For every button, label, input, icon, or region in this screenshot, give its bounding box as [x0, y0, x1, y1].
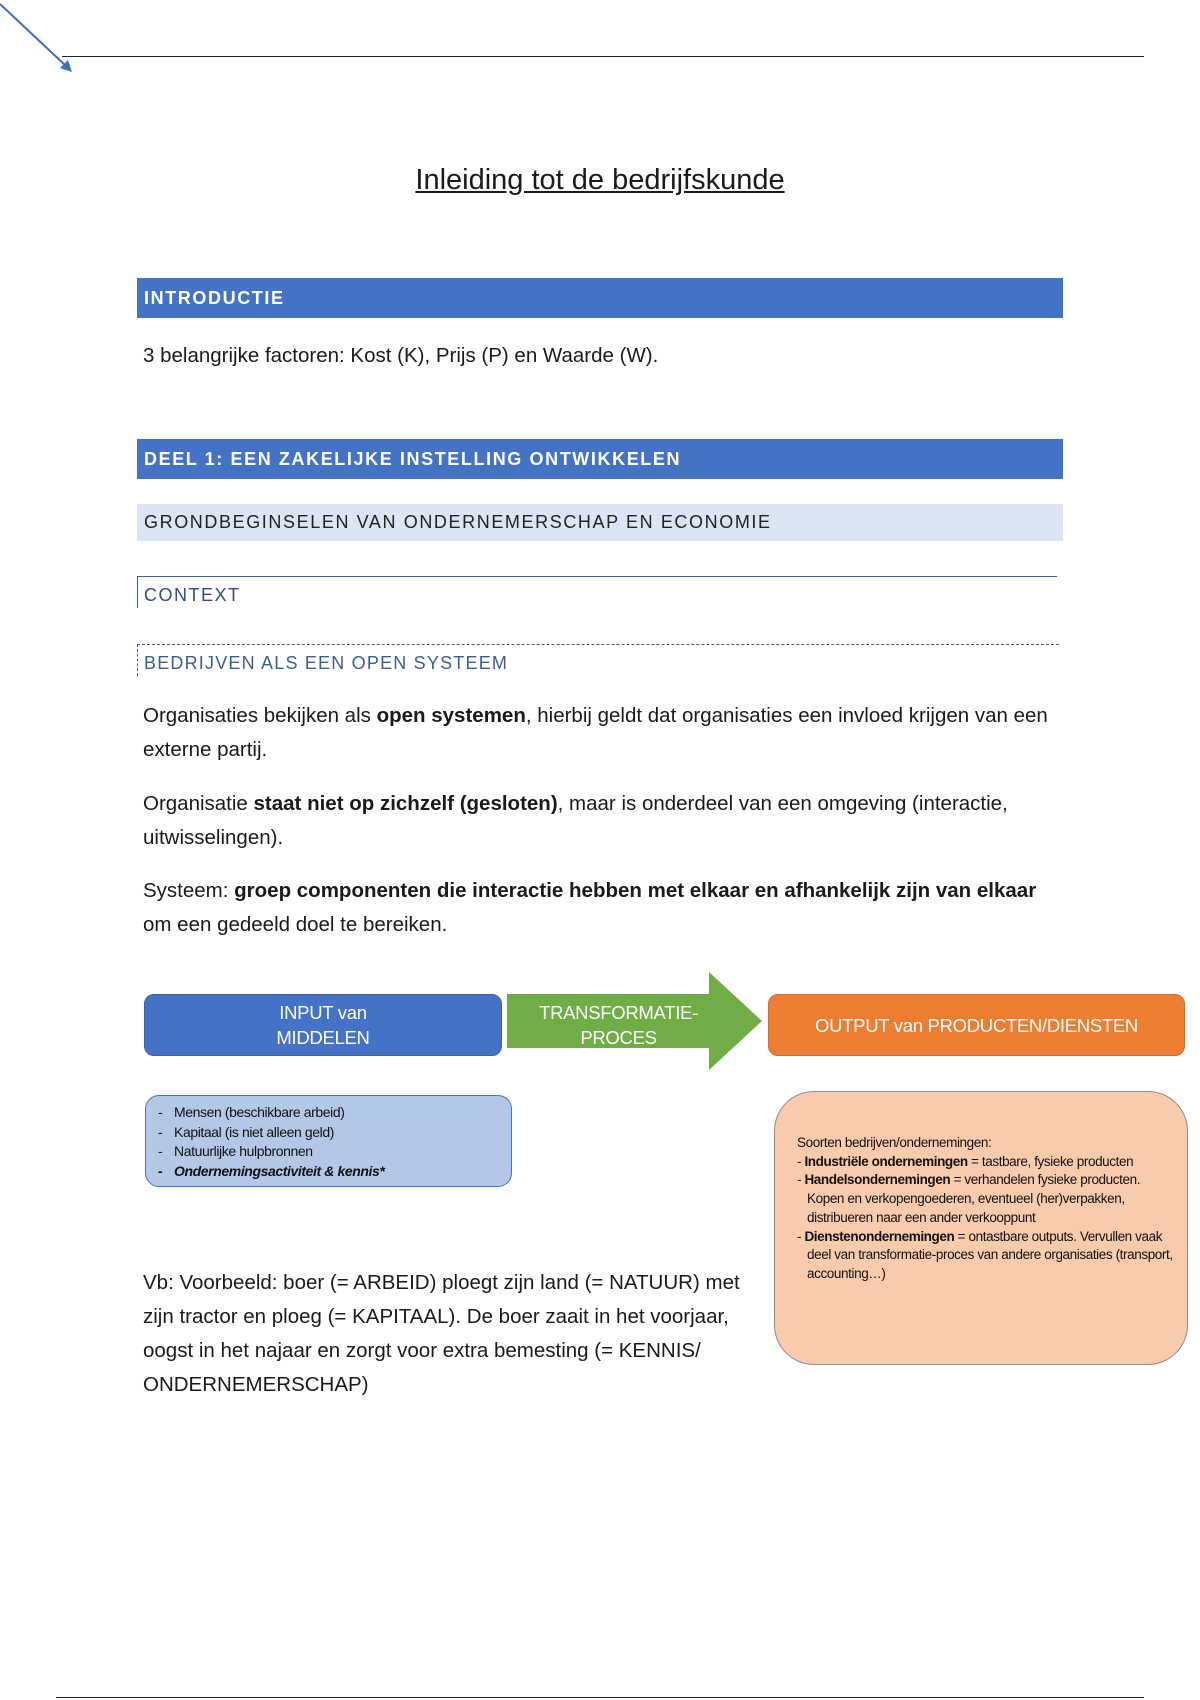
list-item: - Mensen (beschikbare arbeid) — [158, 1103, 501, 1123]
intro-text: 3 belangrijke factoren: Kost (K), Prijs (P) en Waarde (W). — [143, 344, 659, 367]
heading-deel-1: DEEL 1: EEN ZAKELIJKE INSTELLING ONTWIKKELEN — [137, 439, 1063, 479]
soorten-bedrijven-box — [774, 1091, 1188, 1365]
header-rule — [62, 56, 1144, 57]
input-box: INPUT van MIDDELEN — [144, 994, 502, 1056]
list-item: - Natuurlijke hulpbronnen — [158, 1142, 501, 1162]
heading-introductie: INTRODUCTIE — [137, 278, 1063, 318]
list-item: - Industriële ondernemingen = tastbare, fysieke producten — [797, 1153, 1173, 1172]
heading-open-systeem: BEDRIJVEN ALS EEN OPEN SYSTEEM — [137, 644, 1059, 676]
list-item: - Dienstenondernemingen = ontastbare outputs. Vervullen vaak deel van transformatie-proces van andere organisaties (transport, accounting…) — [797, 1228, 1173, 1284]
heading-grondbeginselen: GRONDBEGINSELEN VAN ONDERNEMERSCHAP EN ECONOMIE — [137, 504, 1063, 541]
paragraph-systeem: Systeem: groep componenten die interactie hebben met elkaar en afhankelijk zijn van elkaar om een gedeeld doel te bereiken. — [143, 879, 1037, 936]
footer-rule — [56, 1697, 1144, 1698]
soorten-title: Soorten bedrijven/ondernemingen: — [797, 1135, 992, 1150]
example-paragraph: Vb: Voorbeeld: boer (= ARBEID) ploegt zijn land (= NATUUR) met zijn tractor en ploeg (= KAPITAAL). De boer zaait in het voorjaar, oogst in het najaar en zorgt voor extra bemesting (= KENNIS/ ONDERNEMERSCHAP) — [143, 1271, 740, 1396]
list-item: - Handelsondernemingen = verhandelen fysieke producten. Kopen en verkopengoederen, eventueel (her)verpakken, distribueren naar een ander verkooppunt — [797, 1171, 1173, 1227]
paragraph-gesloten: Organisatie staat niet op zichzelf (gesloten), maar is onderdeel van een omgeving (interactie, uitwisselingen). — [143, 792, 1008, 849]
output-box: OUTPUT van PRODUCTEN/DIENSTEN — [768, 994, 1185, 1056]
inputs-list-box — [145, 1095, 512, 1187]
paragraph-open-systemen: Organisaties bekijken als open systemen, hierbij geldt dat organisaties een invloed krijgen van een externe partij. — [143, 704, 1048, 761]
corner-arrow-icon — [0, 0, 80, 80]
heading-context: CONTEXT — [137, 576, 1057, 608]
list-item: - Kapitaal (is niet alleen geld) — [158, 1123, 501, 1143]
list-item: - Ondernemingsactiviteit & kennis* — [158, 1162, 501, 1182]
page-title: Inleiding tot de bedrijfskunde — [415, 164, 785, 196]
transformatie-label: TRANSFORMATIE- PROCES — [539, 1002, 698, 1048]
